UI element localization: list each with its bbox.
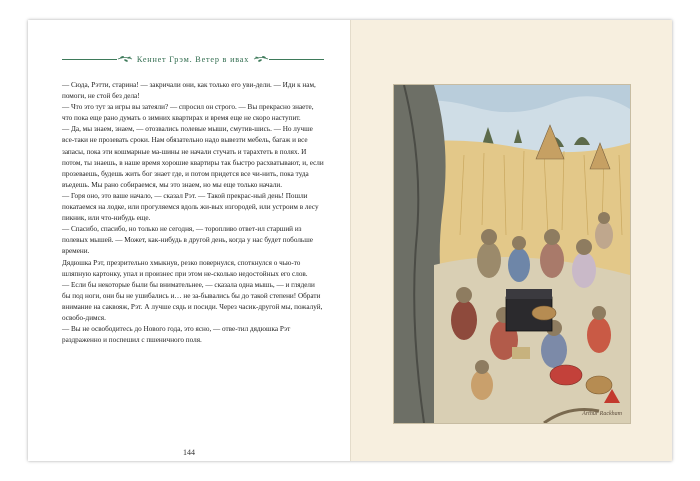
paragraph: — Вы не освободитесь до Нового года, это ясно, — отве-тил дядюшка Рэт раздраженно и поспешил с пшеничного поля. [62, 325, 291, 345]
body-text [62, 80, 324, 346]
red-basket [550, 365, 582, 385]
header-rule-right [269, 59, 324, 60]
paragraph: — Если бы некоторые были бы внимательнее, — сказала одна мышь, — и глядели бы под ноги, они бы не ушибались и… не за-бывались бы до такой степени! Обрати внимание на саквояж, Рэт. А лучше сядь и посиди. Через часик-другой мы, пожалуй, освобо-димся. [62, 280, 323, 322]
book-spread [28, 20, 672, 461]
paragraph: — Что это тут за игры вы затеяли? — спросил он строго. — Вы прекрасно знаете, что пока еще рано думать о зимних квартирах и время еще не скоро наступит. [62, 103, 314, 123]
leaf-sprig-icon [253, 54, 269, 64]
paragraph: — Спасибо, спасибо, но только не сегодня, — торопливо ответ-ил старший из полевых мышей. — Может, как-нибудь в другой день, когда у нас будет побольше времени. [62, 225, 313, 256]
paragraph: — Да, мы знаем, знаем, — отозвались полевые мыши, смутив-шись. — Но лучше все-таки не прозевать сроки. Нам обязательно надо вывезти мебель, багаж и все запасы, пока эти кошмарные ма-шины не начали стучать и тарахтеть в полях. И потом, ты знаешь, в наше время хорошие квартиры так быстро расхватывают, и, если прозеваешь, будешь жить бог знает где, и потом придется все чи-нить, пока туда въедешь. Мы рано собираемся, мы это знаем, но мы еще только начали. [62, 125, 324, 189]
wicker-hamper [586, 376, 612, 394]
header-rule-left [62, 59, 117, 60]
paragraph: Дядюшка Рэт, презрительно хмыкнув, резко повернулся, споткнулся о чью-то шляпную картонку, упал и произнес при этом не-сколько недостойных его слов. [62, 258, 308, 278]
hatbox [512, 347, 530, 359]
artist-signature: Arthur Rackham [582, 411, 622, 417]
paragraph: — Горя оно, это ваше начало, — сказал Рэт. — Такой прекрас-ный день! Пошли покатаемся на лодке, или прогуляемся вдоль жи-вых изгородей, или устроим в лесу пикник, или что-нибудь еще. [62, 191, 319, 223]
right-page [350, 20, 672, 461]
page-number: 144 [183, 448, 195, 457]
leaf-sprig-icon [117, 54, 133, 64]
left-page [28, 20, 350, 461]
illustration [393, 84, 631, 424]
paragraph: — Сюда, Рэтти, старина! — закричали они, как только его уви-дели. — Иди к нам, помоги, не стой без дела! [62, 81, 316, 101]
basket [532, 306, 556, 320]
illustration-drawing [394, 85, 630, 423]
running-header [62, 52, 324, 66]
running-title: Кеннет Грэм. Ветер в ивах [136, 54, 250, 64]
